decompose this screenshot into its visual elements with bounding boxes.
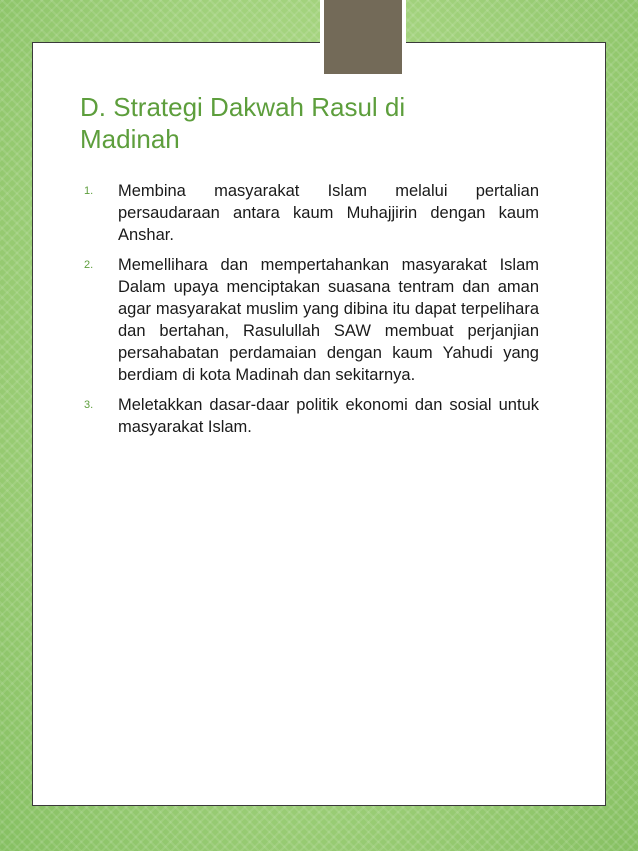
list-item-2 — [84, 254, 539, 386]
list-item-number: 3. — [84, 399, 94, 411]
list-item-text: Memellihara dan mempertahankan masyarakat Islam Dalam upaya menciptakan suasana tentram dan aman agar masyarakat muslim yang dibina itu dapat terpelihara dan bertahan, Rasulullah SAW membuat perjanjian persahabatan perdamaian dengan kaum Yahudi yang berdiam di kota Madinah dan sekitarnya. — [118, 256, 539, 384]
content-list — [84, 180, 539, 446]
list-item-number: 1. — [84, 185, 94, 197]
list-item-text: Meletakkan dasar-daar politik ekonomi dan sosial untuk masyarakat Islam. — [118, 396, 539, 436]
list-item-3 — [84, 394, 539, 438]
list-item-1 — [84, 180, 539, 246]
list-item-text: Membina masyarakat Islam melalui pertalian persaudaraan antara kaum Muhajjirin dengan kaum Anshar. — [118, 182, 539, 244]
list-item-number: 2. — [84, 259, 94, 271]
accent-tab — [320, 0, 406, 78]
slide-title: D. Strategi Dakwah Rasul di Madinah — [80, 92, 406, 154]
